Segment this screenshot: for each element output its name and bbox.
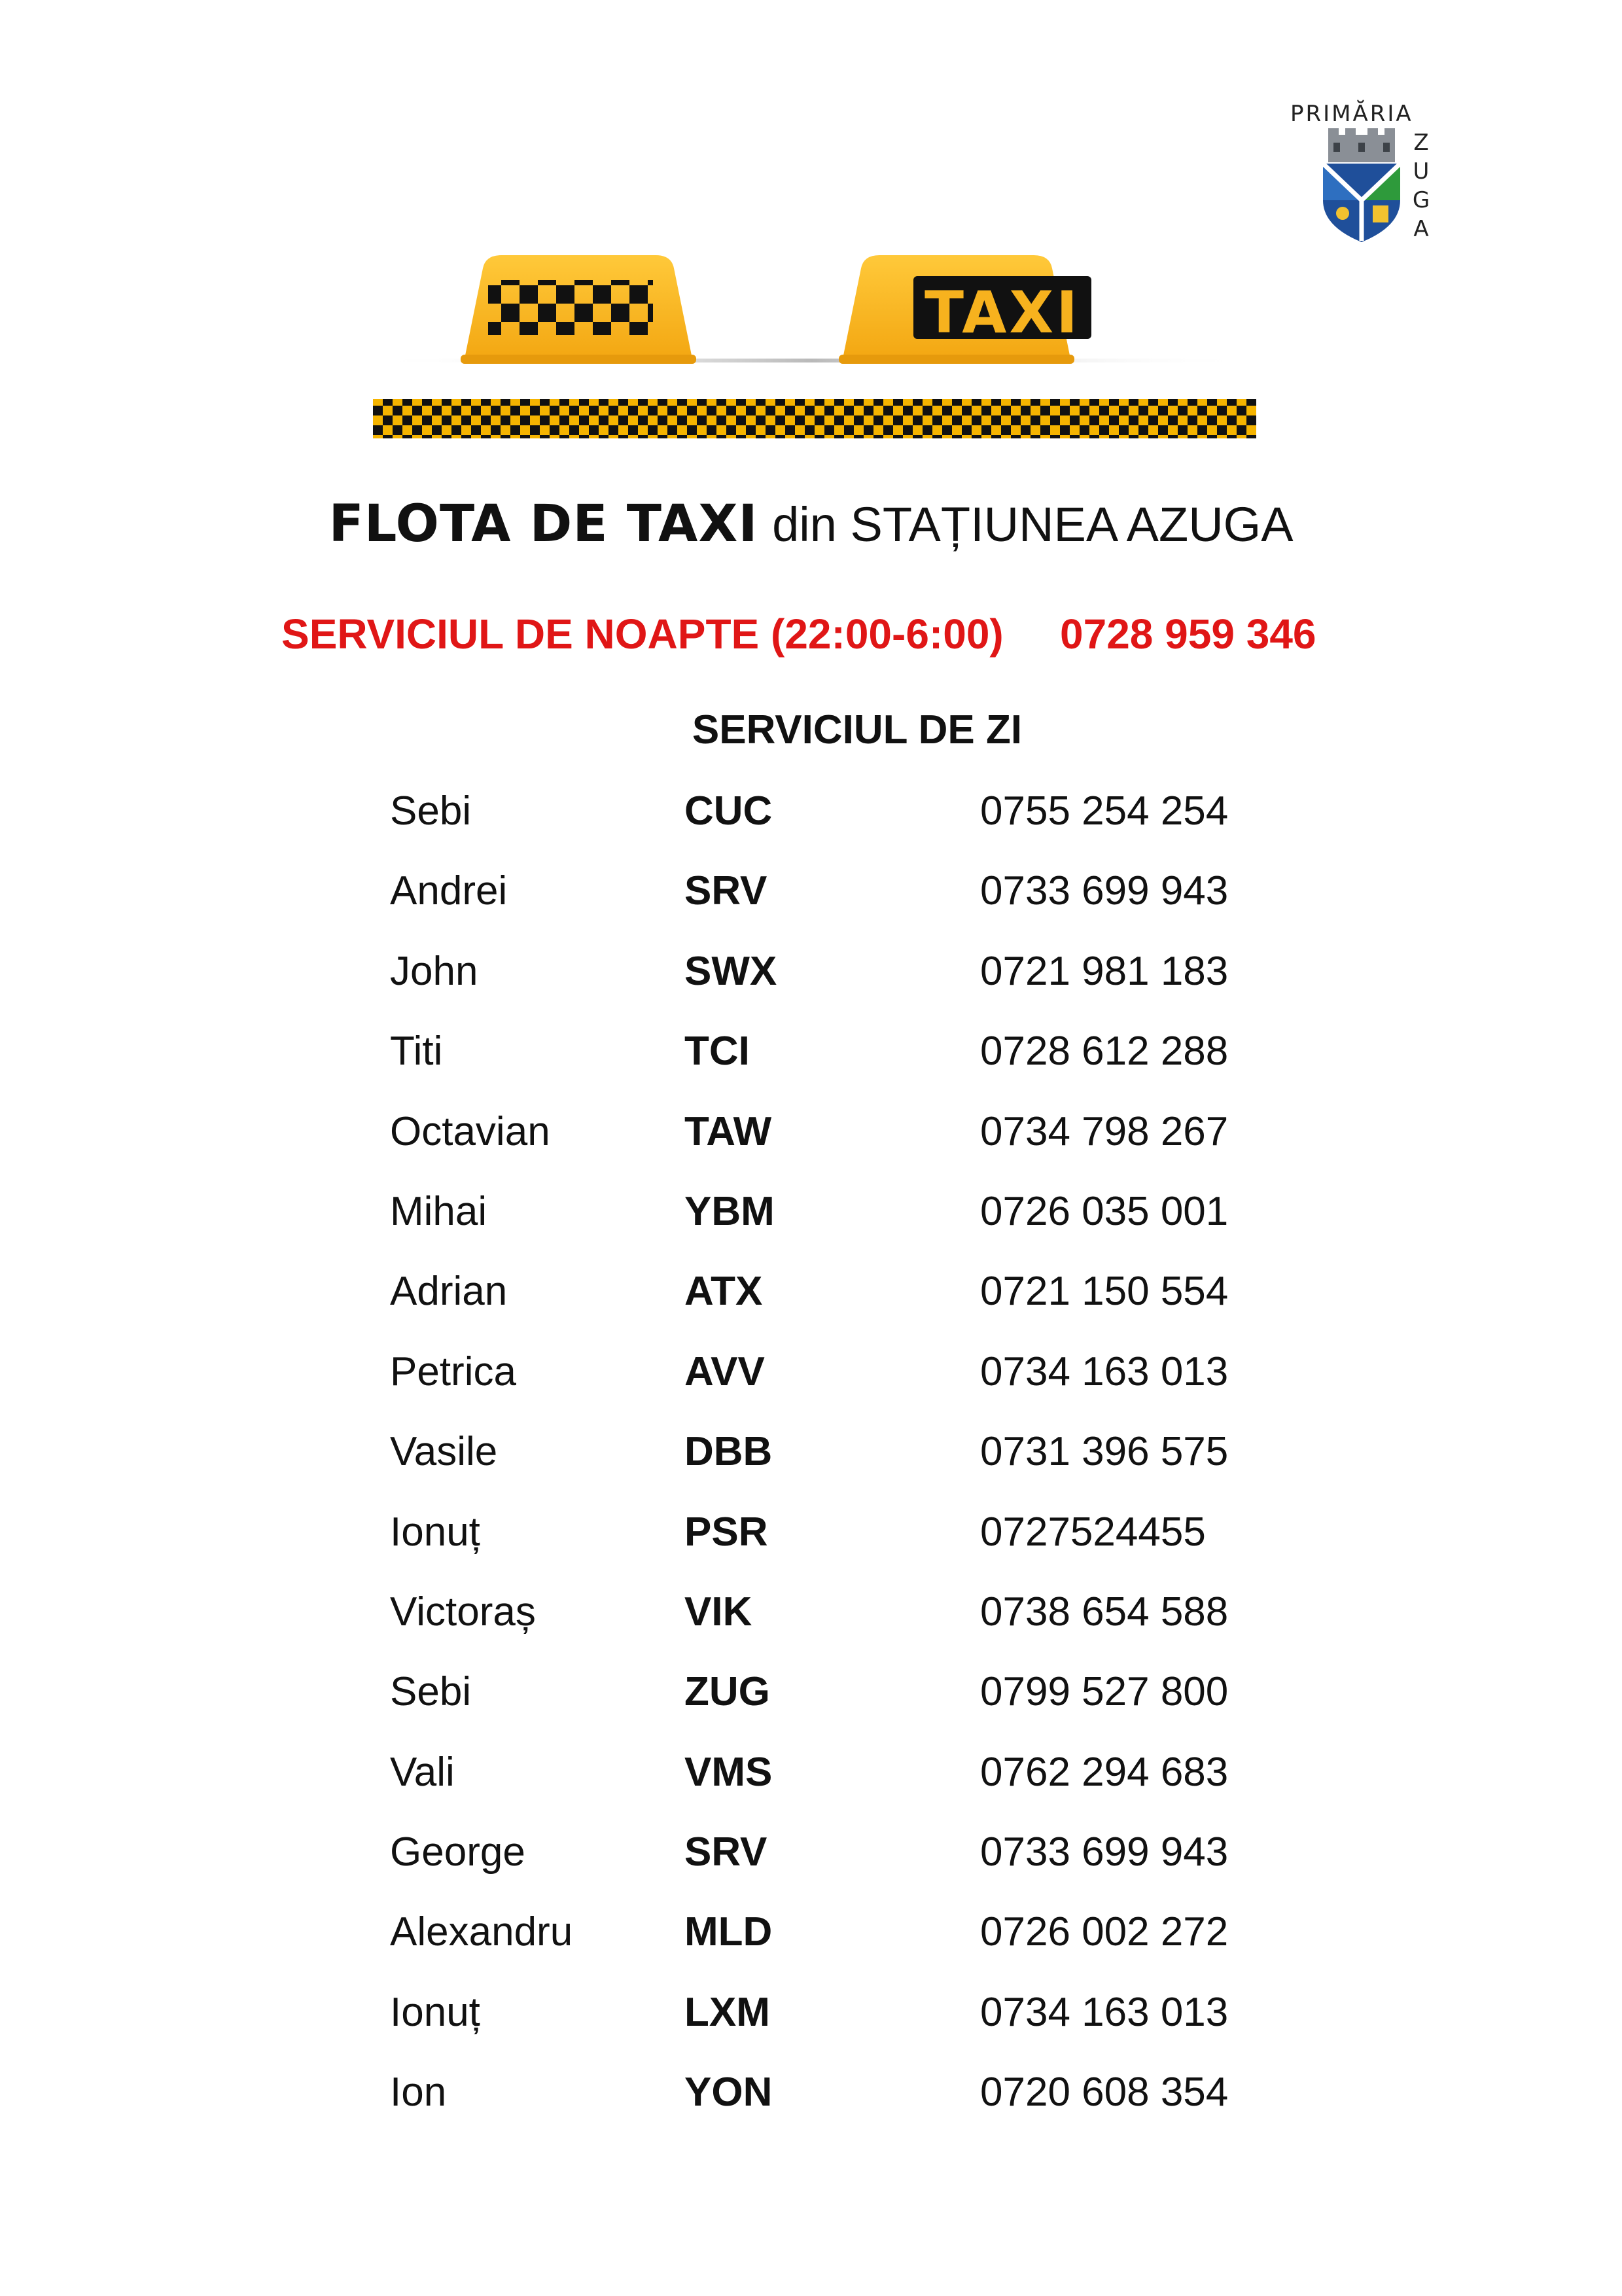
table-row	[390, 1906, 1371, 1986]
driver-name: George	[390, 1829, 525, 1875]
table-row	[390, 1186, 1371, 1265]
primaria-logo	[1289, 98, 1439, 249]
table-row	[390, 2066, 1371, 2146]
logo-letter: A	[1413, 216, 1429, 242]
driver-phone: 0721 981 183	[980, 948, 1229, 994]
driver-code: SRV	[684, 868, 767, 914]
driver-name: Vasile	[390, 1429, 498, 1475]
driver-code: SWX	[684, 948, 777, 994]
night-service-label: SERVICIUL DE NOAPTE (22:00-6:00)	[281, 610, 1004, 658]
driver-table	[390, 785, 1371, 2147]
driver-name: Adrian	[390, 1269, 508, 1315]
driver-name: Victoraș	[390, 1589, 536, 1634]
logo-letter: U	[1413, 158, 1430, 185]
driver-phone: 0726 035 001	[980, 1188, 1229, 1234]
driver-name: Octavian	[390, 1108, 550, 1154]
taxi-signs-graphic	[373, 249, 1263, 445]
logo-word: PRIMĂRIA	[1290, 101, 1413, 127]
driver-name: Petrica	[390, 1349, 516, 1394]
table-row	[390, 1987, 1371, 2066]
driver-name: Titi	[390, 1029, 443, 1074]
driver-code: VIK	[684, 1589, 752, 1634]
driver-phone: 0734 798 267	[980, 1108, 1229, 1154]
driver-name: Ion	[390, 2070, 447, 2115]
driver-name: Sebi	[390, 788, 472, 834]
night-service	[281, 610, 1361, 669]
driver-phone: 0762 294 683	[980, 1749, 1229, 1795]
table-row	[390, 1586, 1371, 1666]
driver-name: Ionuț	[390, 1509, 480, 1555]
driver-name: Vali	[390, 1749, 455, 1795]
table-row	[390, 1346, 1371, 1426]
driver-code: LXM	[684, 1989, 770, 2035]
taxi-signs-svg	[373, 249, 1263, 445]
driver-name: Sebi	[390, 1669, 472, 1715]
driver-phone: 0726 002 272	[980, 1909, 1229, 1955]
driver-code: YON	[684, 2070, 773, 2115]
table-row	[390, 1506, 1371, 1586]
driver-phone: 0734 163 013	[980, 1989, 1229, 2035]
driver-code: AVV	[684, 1349, 765, 1394]
driver-phone: 0721 150 554	[980, 1269, 1229, 1315]
driver-code: DBB	[684, 1429, 773, 1475]
table-row	[390, 1106, 1371, 1186]
day-service-heading: SERVICIUL DE ZI	[692, 707, 1023, 752]
driver-code: SRV	[684, 1829, 767, 1875]
driver-name: Mihai	[390, 1188, 487, 1234]
logo-letter: Z	[1413, 130, 1429, 156]
driver-code: CUC	[684, 788, 773, 834]
table-row	[390, 1666, 1371, 1746]
table-row	[390, 785, 1371, 865]
table-row	[390, 1265, 1371, 1345]
logo-vertical-letters	[1408, 128, 1434, 243]
driver-code: TCI	[684, 1029, 750, 1074]
night-service-phone: 0728 959 346	[1060, 610, 1316, 658]
driver-phone: 0799 527 800	[980, 1669, 1229, 1715]
table-row	[390, 1025, 1371, 1105]
driver-code: ZUG	[684, 1669, 770, 1715]
logo-letter: G	[1412, 187, 1430, 213]
driver-phone: 0738 654 588	[980, 1589, 1229, 1634]
title-bold: FLOTA DE TAXI	[328, 495, 758, 554]
driver-code: ATX	[684, 1269, 763, 1315]
page-title	[0, 494, 1622, 554]
driver-phone: 0755 254 254	[980, 788, 1229, 834]
table-row	[390, 945, 1371, 1025]
driver-phone: 0728 612 288	[980, 1029, 1229, 1074]
table-row	[390, 1426, 1371, 1506]
driver-code: MLD	[684, 1909, 773, 1955]
driver-code: TAW	[684, 1108, 772, 1154]
driver-phone: 0727524455	[980, 1509, 1206, 1555]
driver-name: Ionuț	[390, 1989, 480, 2035]
driver-name: John	[390, 948, 478, 994]
city-crest-icon	[1319, 128, 1404, 245]
table-row	[390, 1826, 1371, 1906]
driver-name: Alexandru	[390, 1909, 573, 1955]
driver-name: Andrei	[390, 868, 508, 914]
taxi-sign-label: TAXI	[925, 279, 1080, 346]
driver-code: VMS	[684, 1749, 773, 1795]
driver-code: YBM	[684, 1188, 775, 1234]
title-normal: din STAȚIUNEA AZUGA	[772, 497, 1294, 552]
driver-code: PSR	[684, 1509, 768, 1555]
table-row	[390, 865, 1371, 945]
driver-phone: 0733 699 943	[980, 1829, 1229, 1875]
driver-phone: 0720 608 354	[980, 2070, 1229, 2115]
table-row	[390, 1746, 1371, 1826]
driver-phone: 0731 396 575	[980, 1429, 1229, 1475]
driver-phone: 0734 163 013	[980, 1349, 1229, 1394]
driver-phone: 0733 699 943	[980, 868, 1229, 914]
